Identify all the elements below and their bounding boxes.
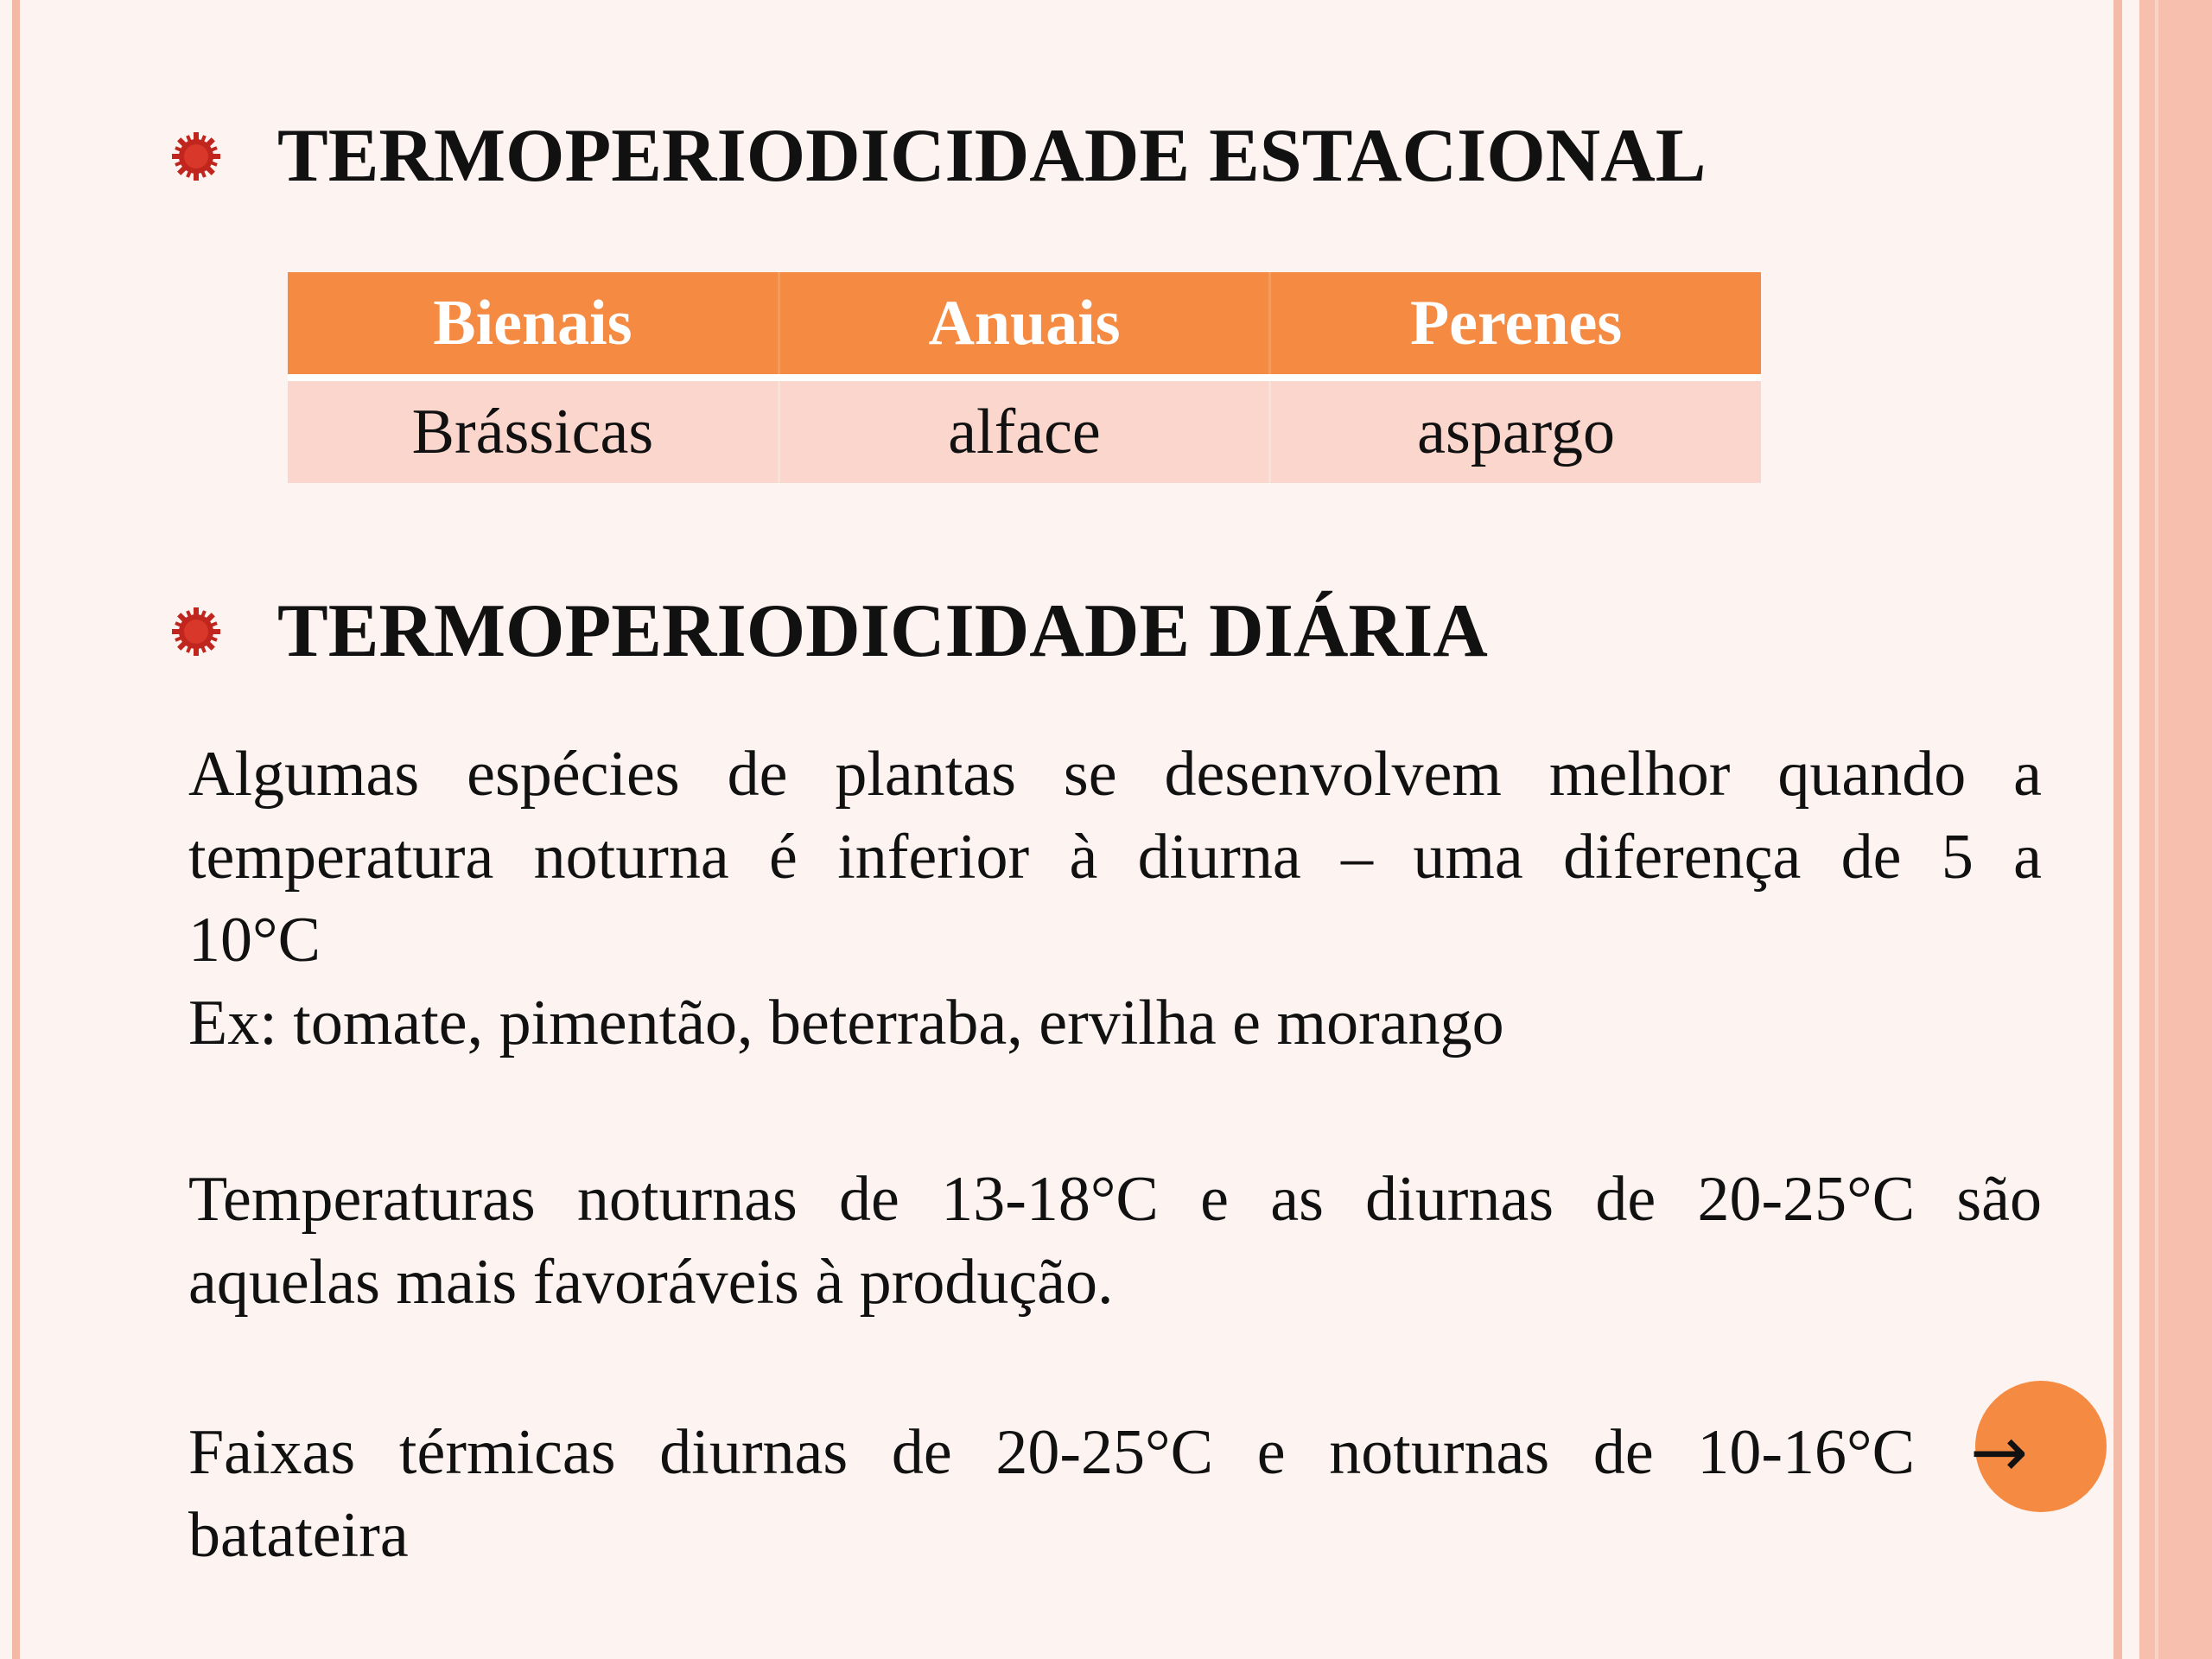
paragraph-line: Algumas espécies de plantas se desenvolvem melhor quando a — [188, 739, 2042, 810]
heading-daily — [168, 588, 1488, 675]
table-row — [288, 378, 1761, 483]
plant-cycle-table — [288, 272, 1761, 483]
right-border-decoration — [2139, 0, 2212, 1659]
paragraph-night-temperature — [188, 733, 2042, 1065]
paragraph-line: 10°C — [188, 905, 321, 976]
table-header-cell: Perenes — [1270, 272, 1761, 378]
table-header-row — [288, 272, 1761, 378]
heading-daily-text: TERMOPERIODICIDADE DIÁRIA — [277, 589, 1488, 673]
paragraph-line: Temperaturas noturnas de 13-18°C e as diurnas de 20-25°C são — [188, 1164, 2042, 1235]
arrow-right-icon: → — [1970, 1412, 2029, 1492]
paragraph-potato-range — [188, 1411, 1915, 1577]
paragraph-line: batateira — [188, 1500, 409, 1571]
left-border-decoration — [12, 0, 20, 1659]
table-header-cell: Bienais — [288, 272, 779, 378]
table-cell: alface — [779, 378, 1269, 483]
gear-burst-icon — [168, 129, 224, 184]
gear-burst-icon — [168, 604, 224, 659]
right-border-line-decoration — [2155, 0, 2158, 1659]
paragraph-favorable-temperatures — [188, 1158, 2042, 1324]
table-cell: aspargo — [1270, 378, 1761, 483]
right-border-thin-decoration — [2113, 0, 2122, 1659]
table-header-cell: Anuais — [779, 272, 1269, 378]
heading-seasonal — [168, 112, 1706, 200]
paragraph-line: temperatura noturna é inferior à diurna – uma diferença de 5 a — [188, 822, 2042, 893]
example-line: Ex: tomate, pimentão, beterraba, ervilha e morango — [188, 988, 1504, 1058]
heading-seasonal-text: TERMOPERIODICIDADE ESTACIONAL — [277, 114, 1707, 198]
table-cell: Brássicas — [288, 378, 779, 483]
paragraph-line: aquelas mais favoráveis à produção. — [188, 1247, 1114, 1318]
paragraph-line: Faixas térmicas diurnas de 20-25°C e noturnas de 10-16°C — [188, 1417, 1915, 1488]
